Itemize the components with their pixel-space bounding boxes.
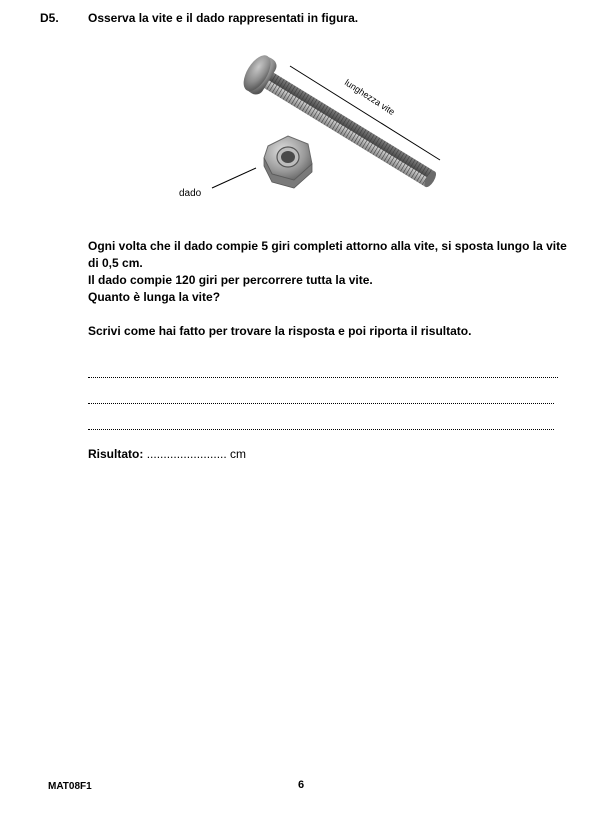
problem-line-2: Il dado compie 120 giri per percorrere tutta la vite. [88,273,373,287]
problem-text [88,238,568,306]
page-number: 6 [298,779,305,791]
answer-line-1[interactable] [88,377,558,378]
nut-pointer-line [212,168,256,188]
answer-line-3[interactable] [88,429,554,430]
result-blank[interactable]: ........................ [146,447,227,461]
nut-label: dado [179,188,202,199]
instruction-text: Scrivi come hai fatto per trovare la risposta e poi riporta il risultato. [88,324,472,338]
question-number: D5. [40,11,59,25]
problem-line-1: Ogni volta che il dado compie 5 giri completi attorno alla vite, si sposta lungo la vite di 0,5 cm. [88,239,567,270]
result-label: Risultato: [88,447,144,461]
result-unit: cm [230,447,247,461]
problem-line-3: Quanto è lunga la vite? [88,290,221,304]
answer-line-2[interactable] [88,403,554,404]
nut-shape [264,136,312,188]
screw-nut-figure [170,40,460,210]
result-row [88,447,246,461]
question-title: Osserva la vite e il dado rappresentati in figura. [88,11,359,25]
footer-code: MAT08F1 [48,781,92,792]
screw-length-label: lunghezza vite [342,77,397,118]
